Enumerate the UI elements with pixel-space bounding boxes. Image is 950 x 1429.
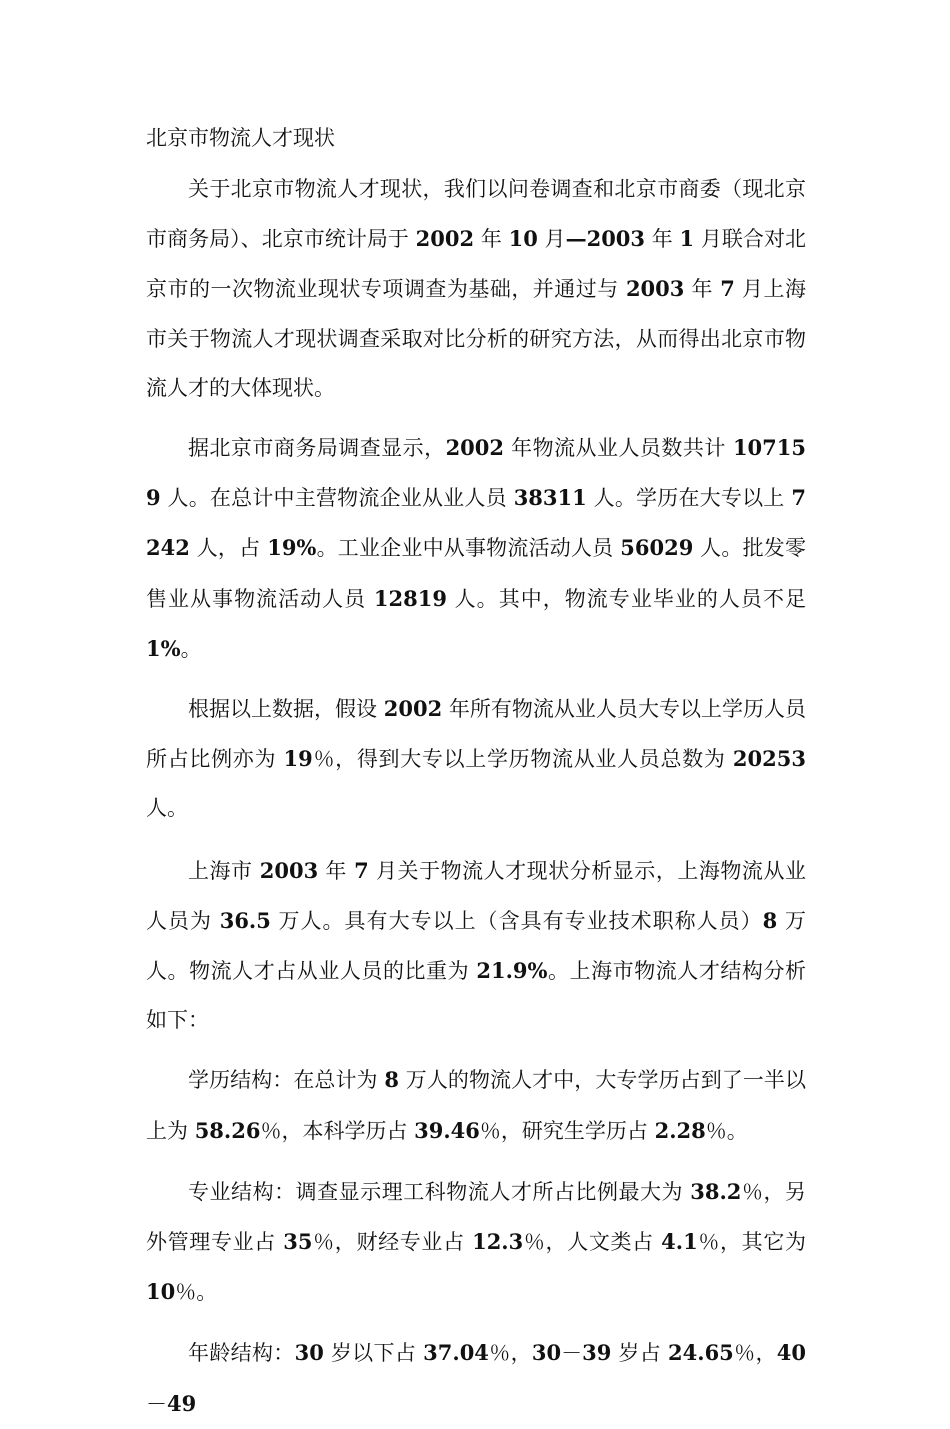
text-run: 人。其中，物流专业毕业的人员不足 xyxy=(446,586,806,611)
text-run: ％， xyxy=(488,1341,532,1366)
bold-text-run: —2003 xyxy=(565,226,646,252)
document-title: 北京市物流人才现状 xyxy=(146,126,335,150)
bold-text-run: 2003 xyxy=(625,276,685,302)
text-run: ％，财经专业占 xyxy=(312,1230,473,1255)
text-run: ％，研究生学历占 xyxy=(479,1118,655,1143)
text-run: ％， xyxy=(733,1341,777,1366)
bold-text-run: 39 xyxy=(582,1340,612,1366)
bold-text-run: 30 xyxy=(294,1340,324,1366)
bold-text-run: 7 xyxy=(354,857,369,883)
text-run: 年龄结构： xyxy=(188,1341,295,1366)
bold-text-run: 1 xyxy=(679,226,695,252)
bold-text-run: 12.3 xyxy=(472,1229,524,1255)
text-run: 月 xyxy=(537,227,566,252)
text-run: 年物流从业人员数共计 xyxy=(504,436,733,461)
paragraph xyxy=(146,684,806,834)
text-run: 根据以上数据，假设 xyxy=(188,697,384,722)
bold-text-run: 2002 xyxy=(415,226,475,252)
text-run: 月关于物流人才现状分析显示，上海物流从业人员为 xyxy=(146,858,806,933)
text-run: 人，占 xyxy=(189,536,268,561)
paragraph xyxy=(146,423,806,674)
text-run: ％，另外管理专业占 xyxy=(146,1179,806,1255)
text-run: 岁以下占 xyxy=(323,1341,424,1366)
text-run: 月上海市关于物流人才现状调查采取对比分析的研究方法，从而得出北京市物流人才的大体现状。 xyxy=(146,277,806,400)
bold-text-run: 2002 xyxy=(383,696,443,722)
bold-text-run: 2002 xyxy=(445,435,505,461)
bold-text-run: 30 xyxy=(531,1340,562,1366)
text-run: ％，其它为 xyxy=(697,1230,806,1255)
bold-text-run: 2.28 xyxy=(654,1117,706,1143)
text-run: 专业结构：调查显示理工科物流人才所占比例最大为 xyxy=(188,1179,691,1204)
bold-text-run: 4.1 xyxy=(661,1229,698,1255)
text-run: 上海市 xyxy=(188,858,260,883)
bold-text-run: 24.65 xyxy=(668,1340,734,1366)
text-run: 学历结构：在总计为 xyxy=(188,1068,385,1093)
text-run: 万人的物流人才中，大专学历占到了一半以上为 xyxy=(146,1068,806,1143)
text-run: 岁占 xyxy=(611,1341,669,1366)
text-run: － xyxy=(561,1341,583,1366)
bold-text-run: 20253 xyxy=(732,746,806,772)
text-run: 人。在总计中主营物流企业从业人员 xyxy=(160,486,514,511)
document-page xyxy=(146,113,806,1429)
text-run: 万人。物流人才占从业人员的比重为 xyxy=(146,908,806,984)
bold-text-run: 12819 xyxy=(373,585,447,611)
text-run: ％，得到大专以上学历物流从业人员总数为 xyxy=(312,747,733,772)
bold-text-run: 10 xyxy=(508,226,538,252)
paragraph xyxy=(146,1167,806,1318)
text-run: 据北京市商务局调查显示， xyxy=(188,436,446,461)
bold-text-run: 7242 xyxy=(146,485,806,561)
text-run: 人。学历在大专以上 xyxy=(586,486,792,511)
bold-text-run: 21.9% xyxy=(476,958,548,984)
text-run: 关于北京市物流人才现状，我们以问卷调查和北京市商委（现北京市商务局）、北京市统计局于 xyxy=(146,177,806,252)
text-run: 万人。具有大专以上（含具有专业技术职称人员） xyxy=(270,908,763,933)
text-run: 人。 xyxy=(146,796,188,821)
bold-text-run: 1% xyxy=(146,635,181,661)
bold-text-run: 58.26 xyxy=(194,1117,261,1143)
bold-text-run: 7 xyxy=(720,276,735,302)
text-run: 年 xyxy=(645,227,680,252)
bold-text-run: 38311 xyxy=(513,485,587,511)
paragraph xyxy=(146,846,806,1046)
text-run: 年 xyxy=(474,227,509,252)
bold-text-run: 10 xyxy=(146,1279,176,1305)
bold-text-run: 49 xyxy=(167,1390,197,1416)
bold-text-run: 35 xyxy=(283,1229,313,1255)
bold-text-run: 56029 xyxy=(620,535,694,561)
text-run: 。 xyxy=(180,636,202,661)
bold-text-run: 40 xyxy=(776,1340,807,1366)
text-run: 月联合对北京市的一次物流业现状专项调查为基础，并通过与 xyxy=(146,227,806,302)
bold-text-run: 36.5 xyxy=(219,907,271,933)
bold-text-run: 8 xyxy=(384,1067,399,1093)
document-body xyxy=(146,165,806,1429)
bold-text-run: 37.04 xyxy=(423,1340,489,1366)
bold-text-run: 8 xyxy=(762,907,778,933)
text-run: 年 xyxy=(684,277,721,302)
text-run: ％。 xyxy=(705,1118,748,1143)
bold-text-run: 19% xyxy=(267,535,317,561)
text-run: ％，本科学历占 xyxy=(260,1118,415,1143)
text-run: 人。批发零售业从事物流活动人员 xyxy=(146,536,806,611)
paragraph xyxy=(146,165,806,413)
text-run: ％，人文类占 xyxy=(523,1230,662,1255)
bold-text-run: 39.46 xyxy=(414,1117,480,1143)
text-run: ％。 xyxy=(175,1280,218,1305)
paragraph xyxy=(146,1055,806,1155)
text-run: － xyxy=(146,1391,167,1416)
bold-text-run: 38.2 xyxy=(690,1178,742,1204)
bold-text-run: 2003 xyxy=(259,857,319,883)
bold-text-run: 19 xyxy=(283,746,313,772)
text-run: 年所有物流从业人员大专以上学历人员所占比例亦为 xyxy=(146,697,806,772)
text-run: 年 xyxy=(318,858,355,883)
text-run: 。上海市物流人才结构分析如下： xyxy=(146,959,806,1033)
bold-text-run: 107159 xyxy=(146,435,806,511)
text-run: 。工业企业中从事物流活动人员 xyxy=(316,536,621,561)
